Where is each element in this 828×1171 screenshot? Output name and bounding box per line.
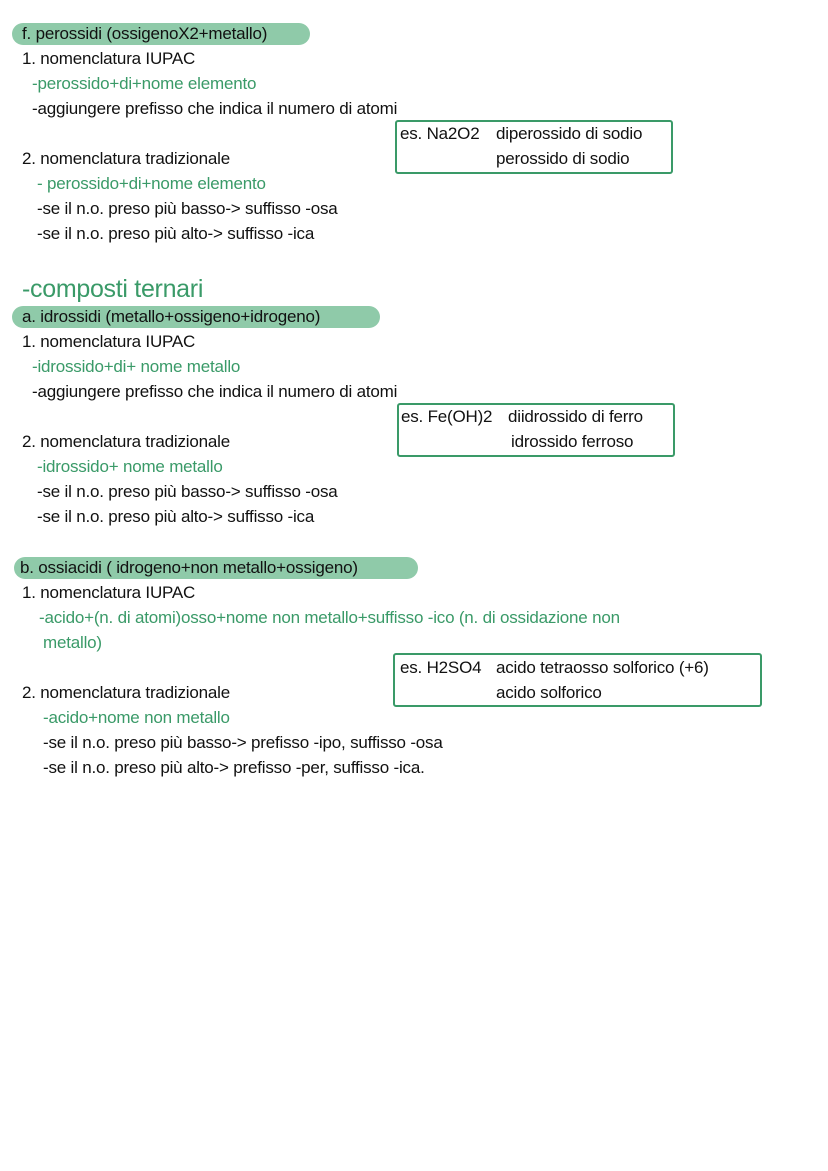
perossidi-trad-rule: - perossido+di+nome elemento xyxy=(37,174,266,193)
example-trad-name: perossido di sodio xyxy=(496,149,630,168)
ossiacidi-trad-rule: -acido+nome non metallo xyxy=(43,708,230,727)
perossidi-iupac-rule: -perossido+di+nome elemento xyxy=(32,74,257,93)
example-iupac-name: acido tetraosso solforico (+6) xyxy=(496,658,709,677)
ossiacidi-heading: b. ossiacidi ( idrogeno+non metallo+ossigeno) xyxy=(20,558,358,577)
perossidi-iupac-rule: -aggiungere prefisso che indica il numero di atomi xyxy=(32,99,398,118)
example-trad-name: idrossido ferroso xyxy=(511,432,634,451)
perossidi-trad-rule: -se il n.o. preso più alto-> suffisso -ica xyxy=(37,224,315,243)
example-iupac-name: diperossido di sodio xyxy=(496,124,643,143)
ossiacidi-trad-rule: -se il n.o. preso più basso-> prefisso -ipo, suffisso -osa xyxy=(43,733,443,752)
ossiacidi-trad-title: 2. nomenclatura tradizionale xyxy=(22,683,230,702)
idrossidi-iupac-rule: -aggiungere prefisso che indica il numero di atomi xyxy=(32,382,398,401)
example-trad-name: acido solforico xyxy=(496,683,602,702)
example-label: es. Fe(OH)2 xyxy=(401,407,493,426)
idrossidi-trad-rule: -se il n.o. preso più alto-> suffisso -ica xyxy=(37,507,315,526)
idrossidi-iupac-rule: -idrossido+di+ nome metallo xyxy=(32,357,241,376)
example-label: es. Na2O2 xyxy=(400,124,480,143)
ossiacidi-iupac-title: 1. nomenclatura IUPAC xyxy=(22,583,196,602)
ossiacidi-iupac-rule-continued: metallo) xyxy=(43,633,102,652)
perossidi-iupac-title: 1. nomenclatura IUPAC xyxy=(22,49,196,68)
idrossidi-trad-rule: -idrossido+ nome metallo xyxy=(37,457,223,476)
ossiacidi-iupac-rule: -acido+(n. di atomi)osso+nome non metallo+suffisso -ico (n. di ossidazione non xyxy=(39,608,620,627)
perossidi-heading: f. perossidi (ossigenoX2+metallo) xyxy=(22,24,268,43)
idrossidi-heading: a. idrossidi (metallo+ossigeno+idrogeno) xyxy=(22,307,321,326)
idrossidi-iupac-title: 1. nomenclatura IUPAC xyxy=(22,332,196,351)
idrossidi-trad-title: 2. nomenclatura tradizionale xyxy=(22,432,230,451)
example-label: es. H2SO4 xyxy=(400,658,482,677)
perossidi-trad-rule: -se il n.o. preso più basso-> suffisso -osa xyxy=(37,199,338,218)
ossiacidi-trad-rule: -se il n.o. preso più alto-> prefisso -per, suffisso -ica. xyxy=(43,758,425,777)
perossidi-trad-title: 2. nomenclatura tradizionale xyxy=(22,149,230,168)
example-iupac-name: diidrossido di ferro xyxy=(508,407,643,426)
idrossidi-trad-rule: -se il n.o. preso più basso-> suffisso -osa xyxy=(37,482,338,501)
section-title: -composti ternari xyxy=(22,275,204,303)
